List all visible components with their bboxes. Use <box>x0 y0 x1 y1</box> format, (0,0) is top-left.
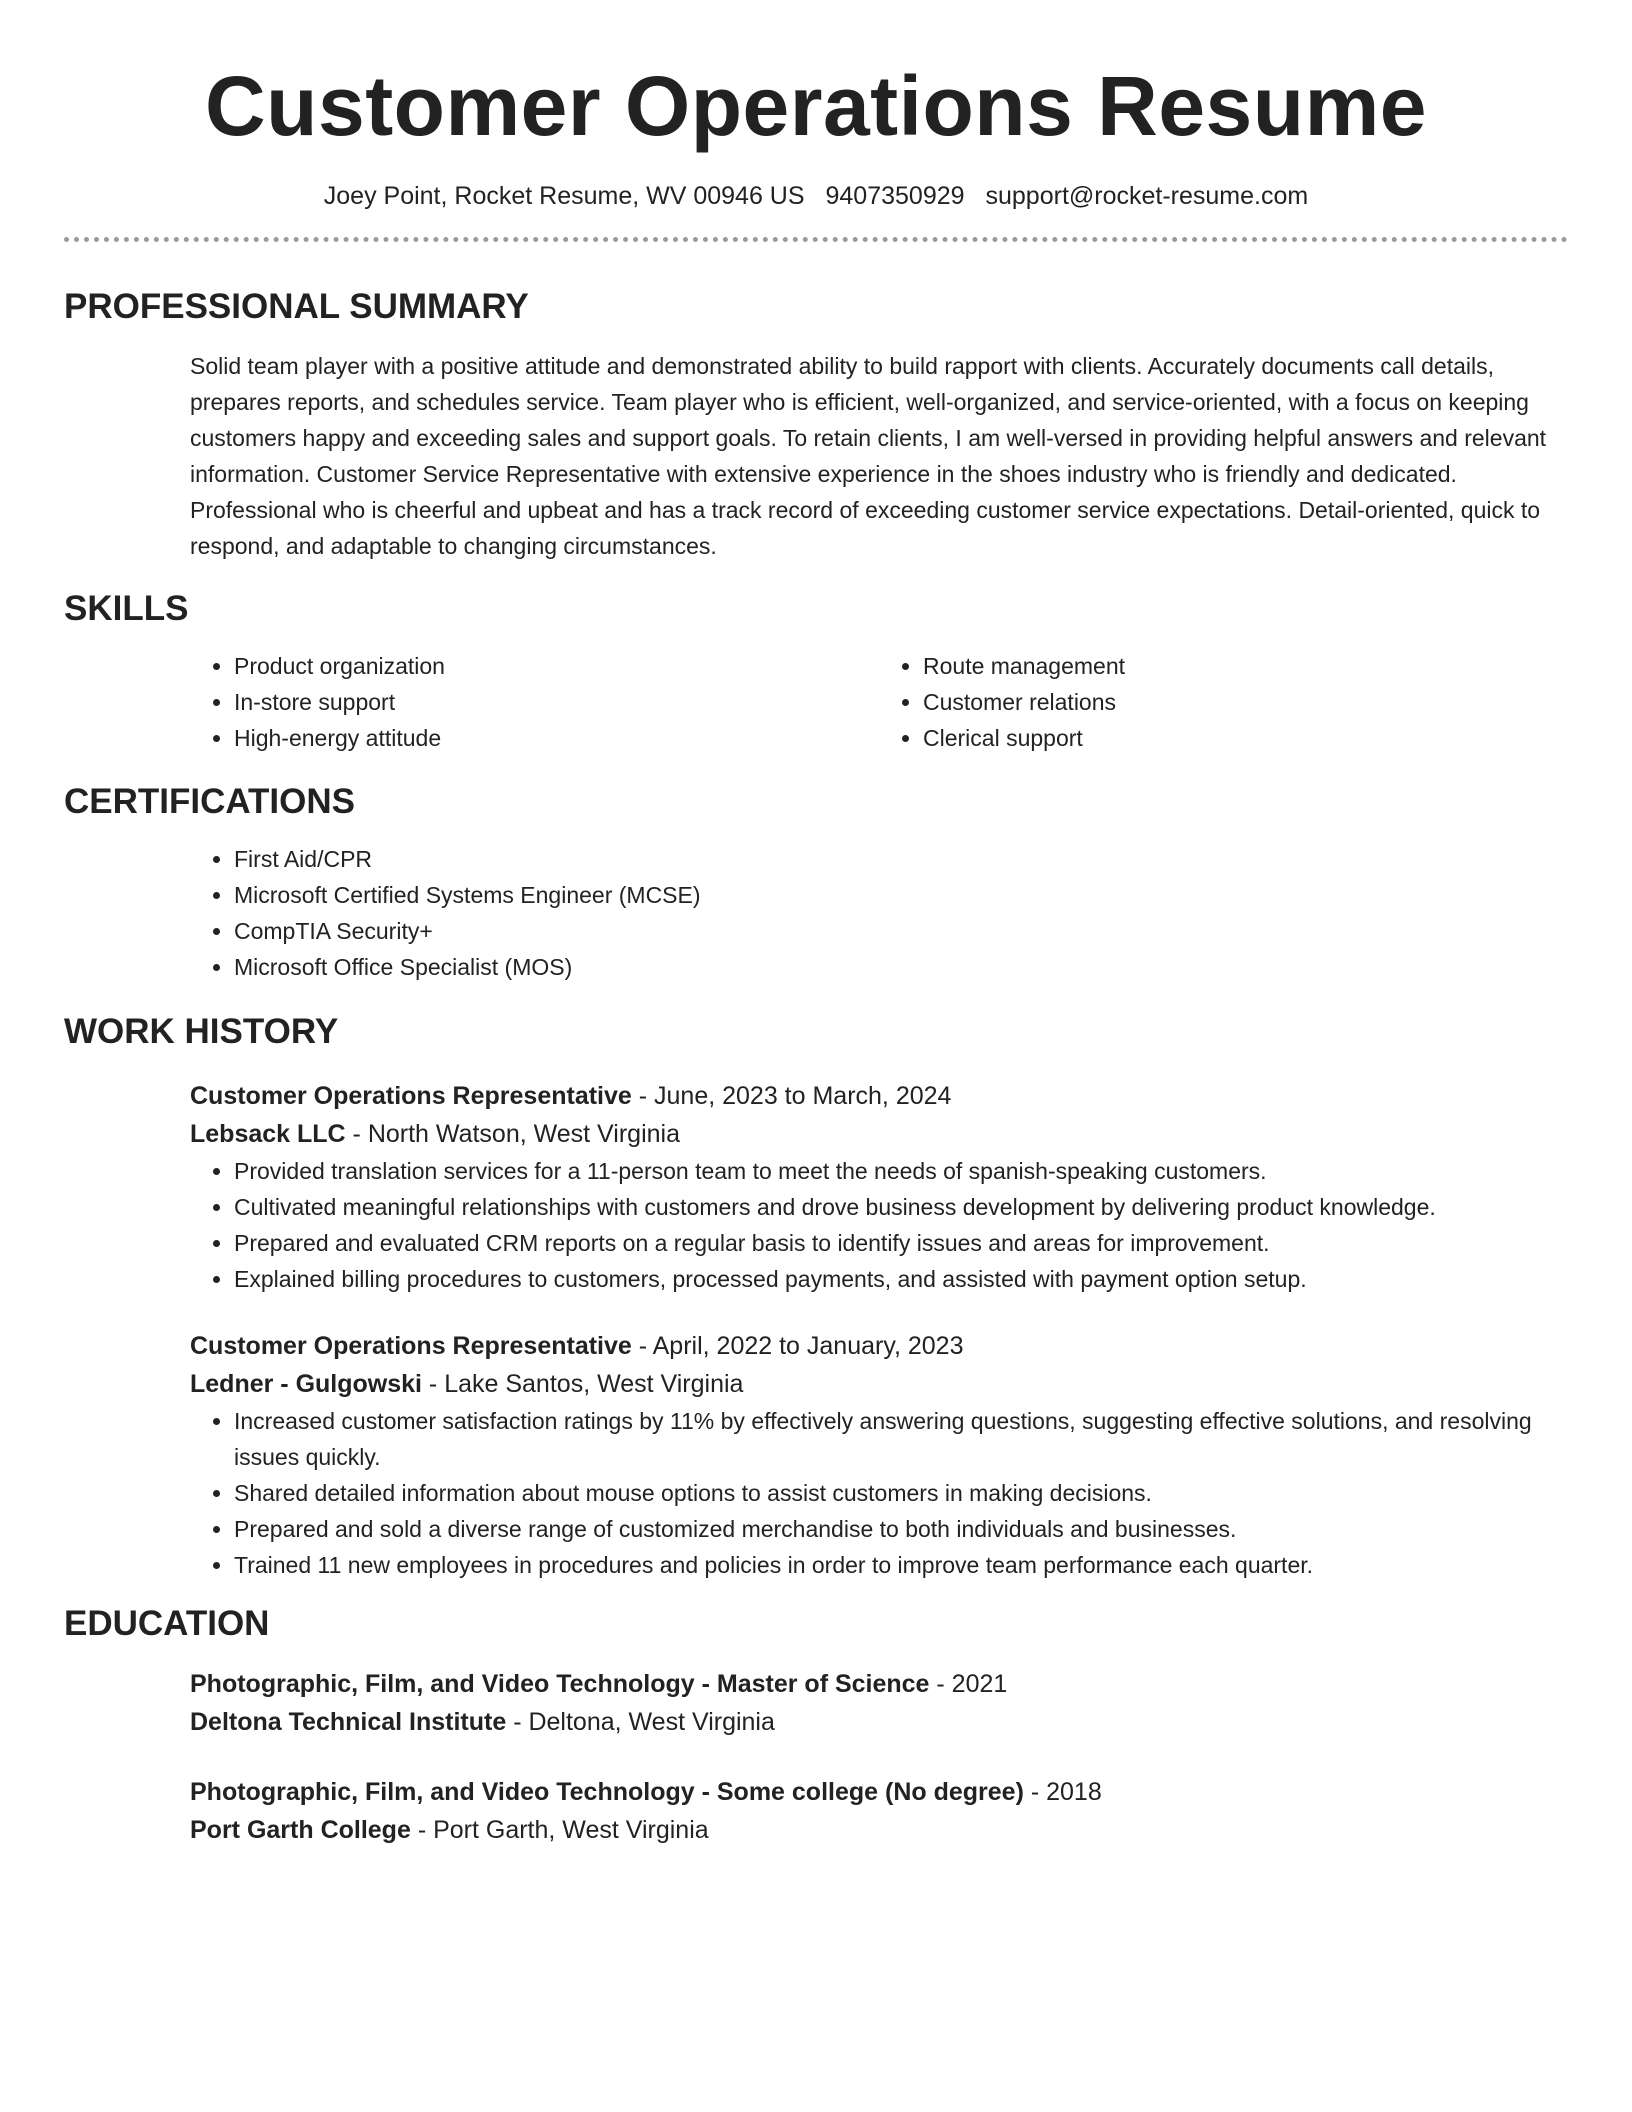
header-divider <box>64 237 1568 242</box>
certifications-bullets <box>190 841 1568 985</box>
skill-item: • Customer relations <box>923 684 1568 720</box>
job-bullets <box>190 1403 1568 1583</box>
job-title-line <box>190 1077 1568 1115</box>
education-school-line <box>190 1703 1568 1741</box>
skills-heading: SKILLS <box>64 589 189 628</box>
skill-item: • In-store support <box>234 684 879 720</box>
education-degree-line <box>190 1773 1568 1811</box>
job-entry <box>64 1077 1568 1297</box>
job-company: Ledner - Gulgowski <box>190 1370 422 1398</box>
education-school-line <box>190 1811 1568 1849</box>
certifications-list <box>64 841 1568 985</box>
job-bullet: • Shared detailed information about mouse options to assist customers in making decisions. <box>234 1475 1568 1511</box>
education-school: Deltona Technical Institute <box>190 1708 507 1736</box>
job-company-line <box>190 1115 1568 1153</box>
job-bullets <box>190 1153 1568 1297</box>
job-bullet: • Explained billing procedures to customers, processed payments, and assisted with payment option setup. <box>234 1261 1568 1297</box>
job-bullet: • Prepared and evaluated CRM reports on a regular basis to identify issues and areas for improvement. <box>234 1225 1568 1261</box>
contact-email: support@rocket-resume.com <box>985 182 1309 210</box>
job-dates: - June, 2023 to March, 2024 <box>631 1082 952 1110</box>
job-bullet: • Increased customer satisfaction ratings by 11% by effectively answering questions, suggesting effective solutions, and resolving issues quickly. <box>234 1403 1568 1475</box>
job-bullet: • Trained 11 new employees in procedures and policies in order to improve team performance each quarter. <box>234 1547 1568 1583</box>
skill-item: • Clerical support <box>923 720 1568 756</box>
job-title: Customer Operations Representative <box>190 1082 632 1110</box>
education-year: - 2021 <box>929 1670 1008 1698</box>
contact-line <box>64 180 1568 212</box>
education-degree: Photographic, Film, and Video Technology - Master of Science <box>190 1670 930 1698</box>
job-location: - Lake Santos, West Virginia <box>421 1370 744 1398</box>
summary-heading: PROFESSIONAL SUMMARY <box>64 287 529 326</box>
education-location: - Deltona, West Virginia <box>506 1708 775 1736</box>
skills-column-right <box>879 648 1568 756</box>
skills-column-left <box>190 648 879 756</box>
certification-item: • Microsoft Office Specialist (MOS) <box>234 949 1568 985</box>
skill-item: • Product organization <box>234 648 879 684</box>
skills-list <box>64 648 1568 756</box>
certification-item: • CompTIA Security+ <box>234 913 1568 949</box>
skill-item: • Route management <box>923 648 1568 684</box>
education-heading: EDUCATION <box>64 1604 270 1643</box>
education-year: - 2018 <box>1023 1778 1102 1806</box>
job-title-line <box>190 1327 1568 1365</box>
job-company: Lebsack LLC <box>190 1120 346 1148</box>
job-location: - North Watson, West Virginia <box>345 1120 680 1148</box>
job-bullet: • Cultivated meaningful relationships with customers and drove business development by delivering product knowledge. <box>234 1189 1568 1225</box>
education-entry <box>64 1773 1568 1849</box>
certification-item: • Microsoft Certified Systems Engineer (MCSE) <box>234 877 1568 913</box>
skill-item: • High-energy attitude <box>234 720 879 756</box>
contact-address: Joey Point, Rocket Resume, WV 00946 US <box>323 182 805 210</box>
education-location: - Port Garth, West Virginia <box>410 1816 709 1844</box>
education-degree-line <box>190 1665 1568 1703</box>
education-entry <box>64 1665 1568 1741</box>
job-bullet: • Prepared and sold a diverse range of customized merchandise to both individuals and businesses. <box>234 1511 1568 1547</box>
job-company-line <box>190 1365 1568 1403</box>
job-dates: - April, 2022 to January, 2023 <box>631 1332 964 1360</box>
work-history-heading: WORK HISTORY <box>64 1012 339 1051</box>
education-degree: Photographic, Film, and Video Technology - Some college (No degree) <box>190 1778 1024 1806</box>
education-school: Port Garth College <box>190 1816 411 1844</box>
contact-phone: 9407350929 <box>825 182 965 210</box>
summary-text: Solid team player with a positive attitude and demonstrated ability to build rapport with clients. Accurately documents call details, prepares reports, and schedules service. Team player who is efficient, well-organized, and service-oriented, with a focus on keeping customers happy and exceeding sales and support goals. To retain clients, I am well-versed in providing helpful answers and relevant information. Customer Service Representative with extensive experience in the shoes industry who is friendly and dedicated. Professional who is cheerful and upbeat and has a track record of exceeding customer service expectations. Detail-oriented, quick to respond, and adaptable to changing circumstances. <box>190 353 1547 559</box>
certifications-heading: CERTIFICATIONS <box>64 782 356 821</box>
job-title: Customer Operations Representative <box>190 1332 632 1360</box>
certification-item: • First Aid/CPR <box>234 841 1568 877</box>
job-entry <box>64 1327 1568 1583</box>
job-bullet: • Provided translation services for a 11-person team to meet the needs of spanish-speaking customers. <box>234 1153 1568 1189</box>
page-title: Customer Operations Resume <box>205 59 1427 153</box>
